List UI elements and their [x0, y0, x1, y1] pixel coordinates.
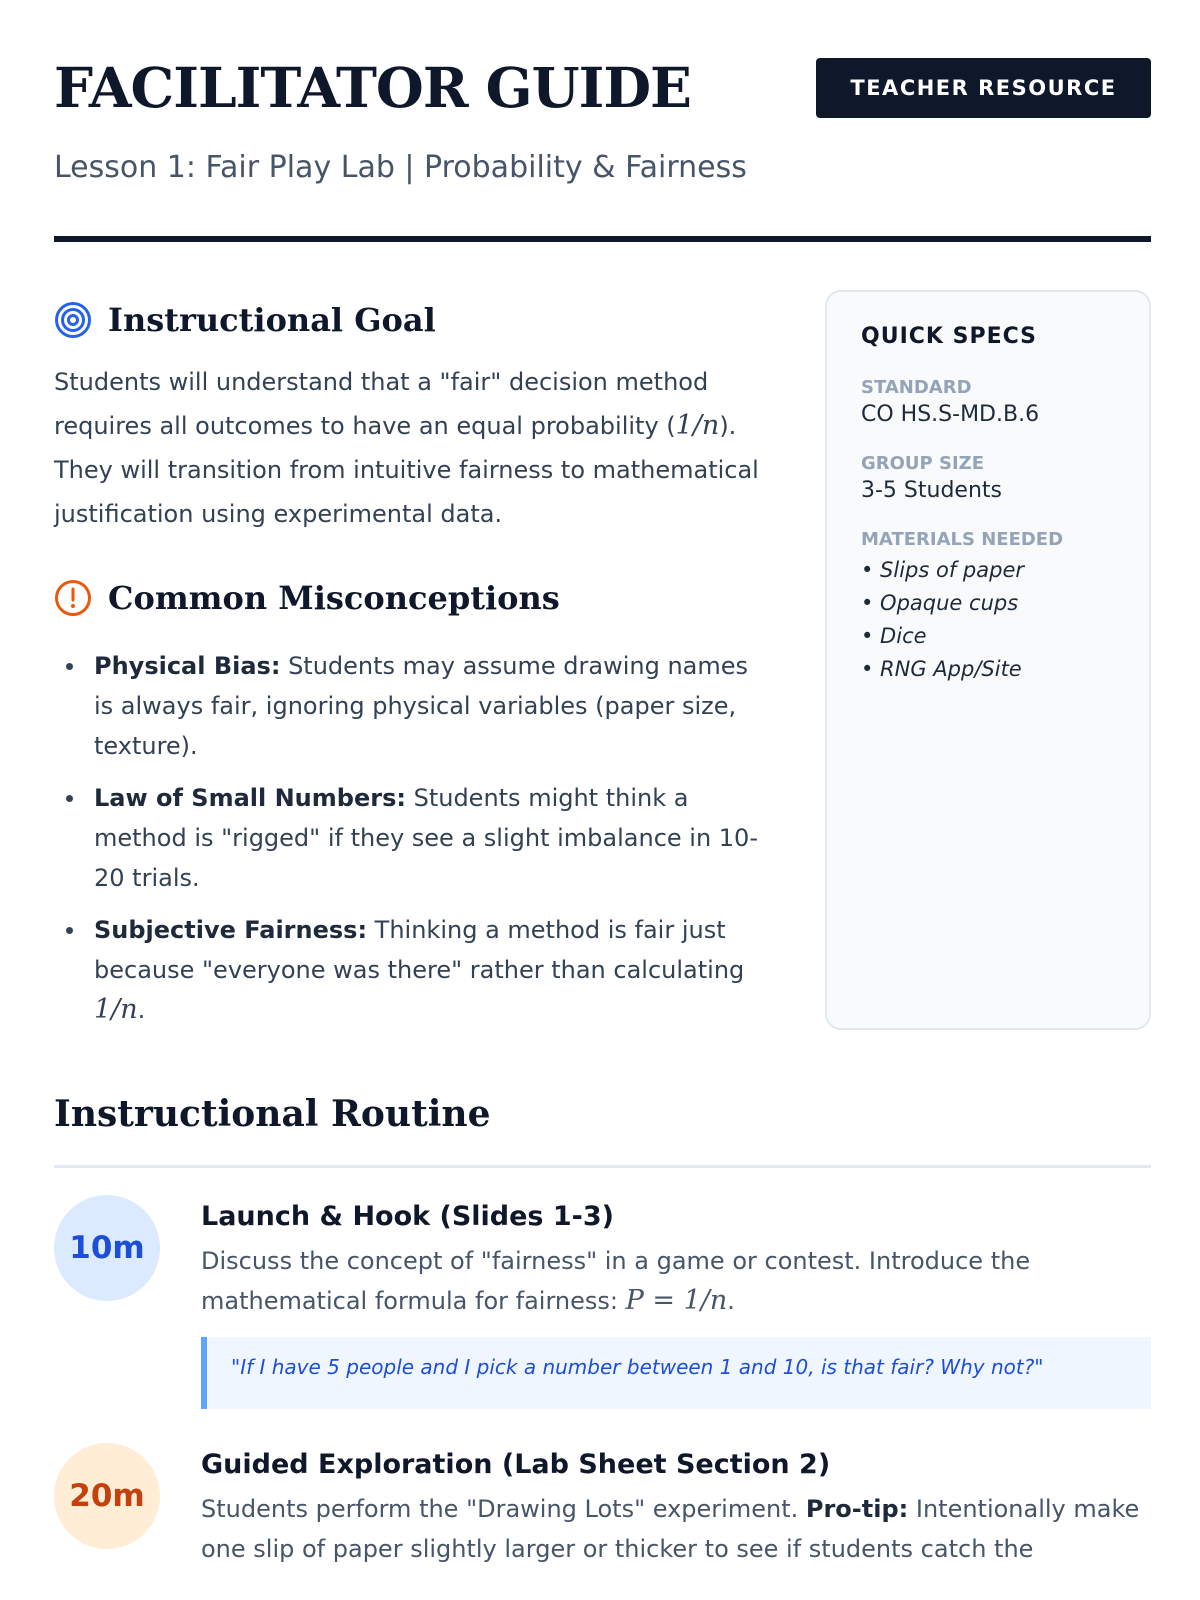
step-text-end: .: [727, 1287, 735, 1315]
step-title: Guided Exploration (Lab Sheet Section 2): [201, 1449, 831, 1480]
step-description: [201, 1489, 1151, 1569]
list-item: [54, 910, 774, 1030]
step-description: [201, 1241, 1151, 1321]
goal-text-end: ). They will transition from intuitive fairness to mathematical justification using experimental data.: [54, 412, 759, 528]
routine-heading-row: [54, 1093, 1151, 1168]
group-size-value: 3-5 Students: [861, 478, 1002, 503]
misconception-label: Physical Bias:: [94, 652, 281, 680]
material-item: • Dice: [861, 624, 927, 648]
misconception-text: Students may assume drawing names is always fair, ignoring physical variables (paper size, texture).: [94, 652, 749, 760]
page-header: [54, 56, 1151, 242]
misconception-math: 1/n: [94, 994, 138, 1025]
teacher-resource-badge: TEACHER RESOURCE: [816, 58, 1151, 118]
goal-text: [54, 360, 774, 536]
goal-heading: Instructional Goal: [108, 301, 436, 339]
list-item: [54, 646, 774, 766]
lesson-subtitle: Lesson 1: Fair Play Lab | Probability & Fairness: [54, 150, 747, 185]
misconception-text: Students might think a method is "rigged" if they see a slight imbalance in 10-20 trials.: [94, 784, 758, 892]
routine-heading: Instructional Routine: [54, 1093, 491, 1135]
target-icon: [54, 301, 92, 339]
step-body: [201, 1199, 1151, 1409]
material-item: • Opaque cups: [861, 591, 1019, 615]
materials-label: MATERIALS NEEDED: [861, 529, 1064, 550]
hook-quote: "If I have 5 people and I pick a number between 1 and 10, is that fair? Why not?": [201, 1337, 1151, 1409]
step-text: Students perform the "Drawing Lots" experiment.: [201, 1495, 806, 1523]
pro-tip-label: Pro-tip:: [805, 1495, 909, 1523]
misconceptions-list: [54, 646, 774, 1030]
time-badge: 20m: [54, 1443, 160, 1549]
misconception-label: Subjective Fairness:: [94, 916, 368, 944]
material-item: • Slips of paper: [861, 558, 1025, 582]
misconception-label: Law of Small Numbers:: [94, 784, 406, 812]
time-badge: 10m: [54, 1195, 160, 1301]
page-title: FACILITATOR GUIDE: [54, 55, 691, 120]
standard-value: CO HS.S-MD.B.6: [861, 402, 1040, 427]
material-item: • RNG App/Site: [861, 657, 1022, 681]
goal-math: 1/n: [675, 410, 720, 441]
alert-circle-icon: [54, 579, 92, 617]
facilitator-guide-page: [54, 0, 1151, 1600]
goal-text-start: Students will understand that a "fair" decision method requires all outcomes to have an equal probability (: [54, 368, 709, 440]
list-item: [54, 778, 774, 898]
misconceptions-heading-row: [54, 568, 774, 628]
pro-tip-text: Intentionally make one slip of paper slightly larger or thicker to see if students catch the: [201, 1495, 1140, 1563]
step-text: Discuss the concept of "fairness" in a game or contest. Introduce the mathematical formula for fairness:: [201, 1247, 1031, 1315]
misconception-text: Thinking a method is fair just because "everyone was there" rather than calculating: [94, 916, 745, 984]
main-column: [54, 290, 774, 1042]
quick-specs-title: QUICK SPECS: [861, 324, 1037, 349]
misconception-text-end: .: [137, 996, 146, 1024]
step-body: [201, 1447, 1151, 1569]
step-title: Launch & Hook (Slides 1-3): [201, 1201, 615, 1232]
group-size-label: GROUP SIZE: [861, 453, 985, 474]
misconceptions-heading: Common Misconceptions: [108, 579, 560, 617]
materials-list: [861, 554, 1115, 686]
goal-heading-row: [54, 290, 774, 350]
step-math: P = 1/n: [625, 1285, 728, 1316]
quick-specs-card: [825, 290, 1151, 1030]
standard-label: STANDARD: [861, 377, 972, 398]
